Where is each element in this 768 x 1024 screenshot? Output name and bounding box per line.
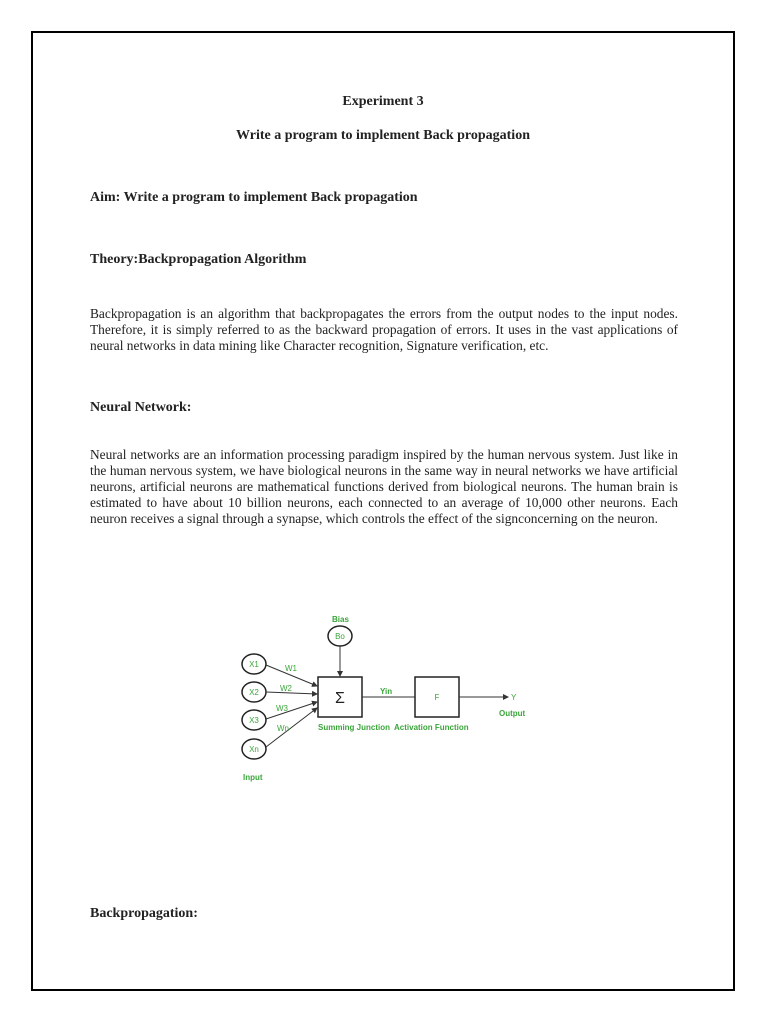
- input-node-label: X1: [249, 660, 259, 669]
- bias-label: Bias: [332, 615, 349, 624]
- weight-label: W2: [280, 684, 292, 693]
- output-label: Output: [499, 709, 526, 718]
- theory-heading: Theory:Backpropagation Algorithm: [90, 252, 307, 267]
- input-label: Input: [243, 773, 263, 782]
- input-node-label: X3: [249, 716, 259, 725]
- bias-node-label: Bo: [335, 632, 345, 641]
- weight-label: W1: [285, 664, 297, 673]
- summing-junction-label: Summing Junction: [318, 723, 390, 732]
- activation-function-label: Activation Function: [394, 723, 469, 732]
- weight-line: [266, 708, 317, 747]
- neural-network-paragraph: Neural networks are an information processing paradigm inspired by the human nervous system. Just like in the human nervous system, we have biological neurons in the same way in neural networks we have artificial neurons, artificial neurons are mathematical functions derived from biological neurons. The human brain is estimated to have about 10 billion neurons, each connected to an average of 10,000 other neurons. Each neuron receives a signal through a synapse, which controls the effect of the signconcerning on the neuron.: [90, 447, 678, 526]
- yin-label: Yin: [380, 687, 393, 696]
- weight-line: [266, 702, 317, 719]
- weight-label: W3: [276, 704, 288, 713]
- output-symbol: Y: [511, 693, 517, 702]
- activation-symbol: F: [434, 693, 440, 702]
- backpropagation-heading: Backpropagation:: [90, 906, 198, 921]
- experiment-title: Write a program to implement Back propagation: [236, 128, 530, 143]
- aim-heading: Aim: Write a program to implement Back propagation: [90, 190, 418, 205]
- sum-symbol: Σ: [335, 690, 345, 707]
- weight-label: Wn: [277, 724, 289, 733]
- input-node-label: X2: [249, 688, 259, 697]
- theory-paragraph: Backpropagation is an algorithm that backpropagates the errors from the output nodes to the input nodes. Therefore, it is simply referred to as the backward propagation of errors. It uses in the vast applications of neural networks in data mining like Character recognition, Signature verification, etc.: [90, 306, 678, 353]
- neural-network-heading: Neural Network:: [90, 400, 192, 415]
- input-node-label: Xn: [249, 745, 259, 754]
- experiment-number: Experiment 3: [342, 94, 424, 109]
